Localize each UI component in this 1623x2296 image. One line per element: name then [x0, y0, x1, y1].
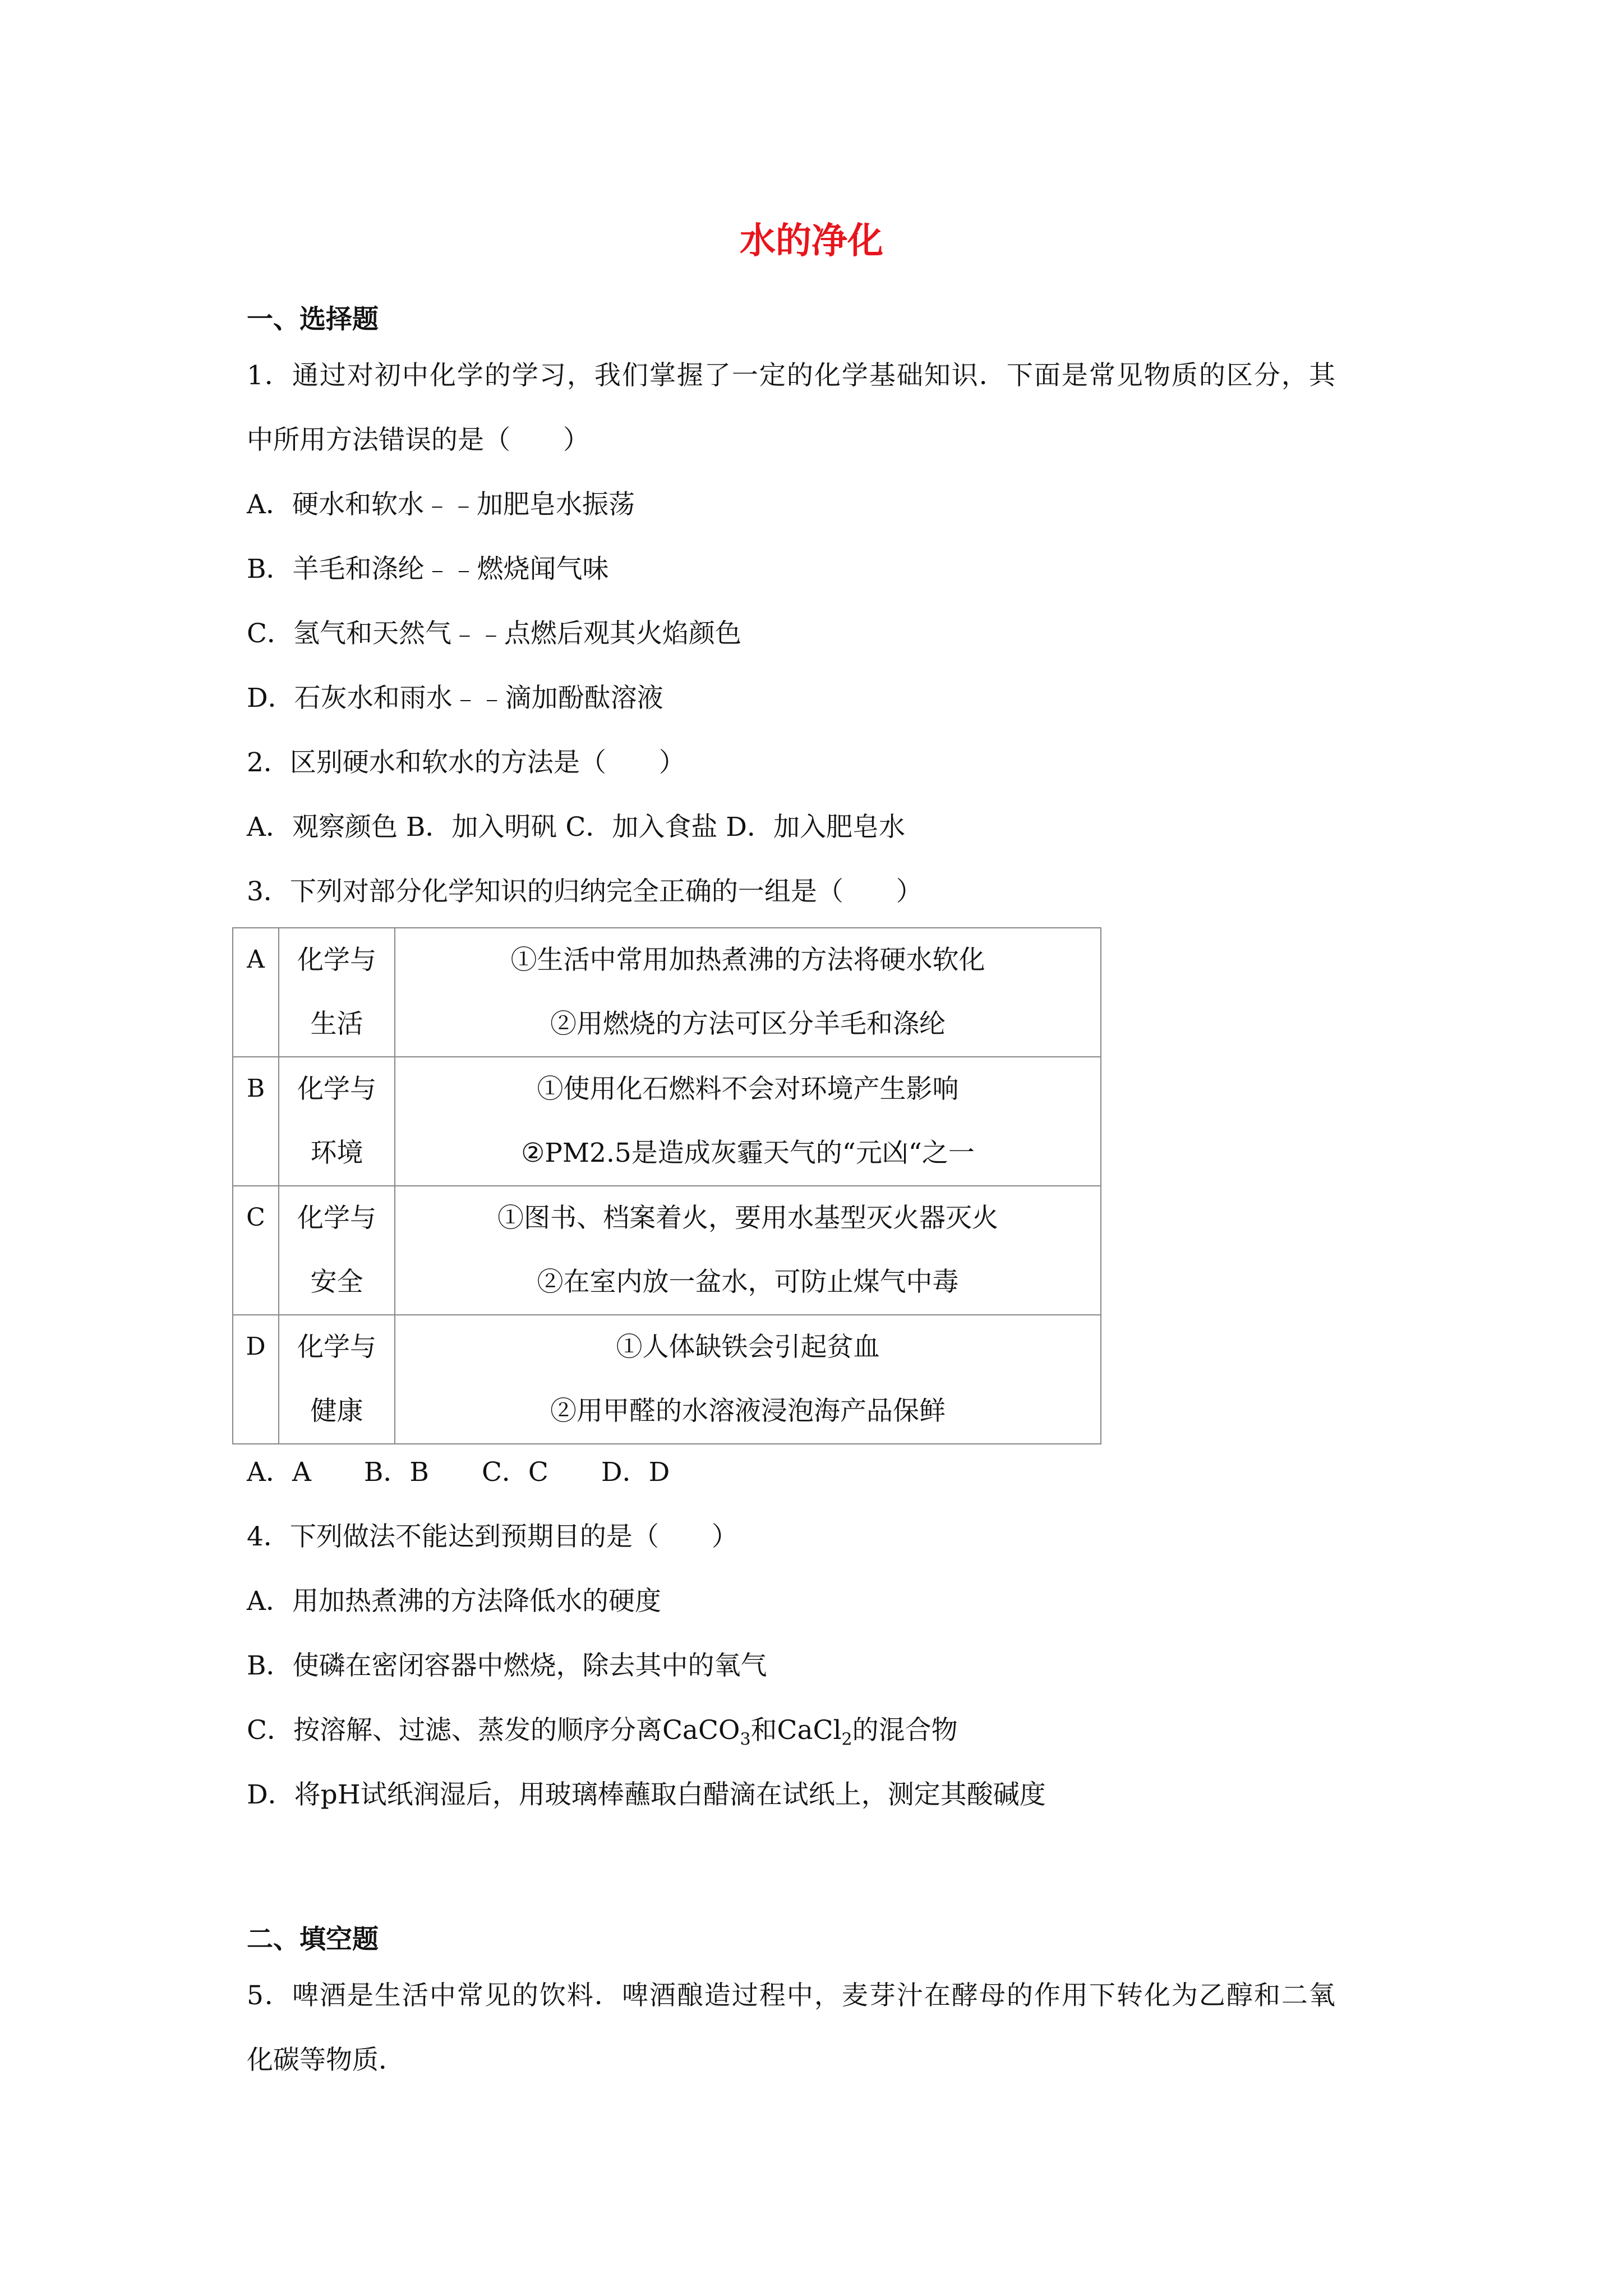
row-letter: B — [233, 1057, 279, 1186]
row-letter: A — [233, 928, 279, 1057]
row-category: 化学与 生活 — [279, 928, 395, 1057]
question-4-option-c: C．按溶解、过滤、蒸发的顺序分离CaCO$_3$和CaCl$_2$的混合物 — [247, 1715, 958, 1750]
question-1-stem: 1．通过对初中化学的学习，我们掌握了一定的化学基础知识．下面是常见物质的区分，其 — [247, 360, 1336, 391]
knowledge-table — [232, 927, 1101, 1444]
row-letter: D — [233, 1315, 279, 1444]
row-items: ①生活中常用加热煮沸的方法将硬水软化 ②用燃烧的方法可区分羊毛和涤纶 — [395, 928, 1101, 1057]
table-row — [233, 928, 1101, 1057]
question-4-option-d: D．将pH试纸润湿后，用玻璃棒蘸取白醋滴在试纸上，测定其酸碱度 — [247, 1779, 1046, 1810]
row-category: 化学与 健康 — [279, 1315, 395, 1444]
question-5-stem: 5．啤酒是生活中常见的饮料．啤酒酿造过程中，麦芽汁在酵母的作用下转化为乙醇和二氧 — [247, 1980, 1336, 2011]
row-letter: C — [233, 1186, 279, 1315]
question-4-stem: 4．下列做法不能达到预期目的是（ ） — [247, 1521, 738, 1552]
question-5-stem-cont: 化碳等物质． — [247, 2045, 405, 2076]
row-category: 化学与 环境 — [279, 1057, 395, 1186]
question-1-option-c: C．氢气和天然气﹣﹣点燃后观其火焰颜色 — [247, 618, 741, 649]
table-row — [233, 1057, 1101, 1186]
question-2-options: A．观察颜色 B．加入明矾 C．加入食盐 D．加入肥皂水 — [247, 812, 905, 843]
question-3-stem: 3．下列对部分化学知识的归纳完全正确的一组是（ ） — [247, 876, 923, 907]
table-row — [233, 1315, 1101, 1444]
row-items: ①使用化石燃料不会对环境产生影响 ②PM2.5是造成灰霾天气的“元凶“之一 — [395, 1057, 1101, 1186]
table-row — [233, 1186, 1101, 1315]
question-2-stem: 2．区别硬水和软水的方法是（ ） — [247, 747, 685, 778]
row-items: ①图书、档案着火，要用水基型灭火器灭火 ②在室内放一盆水，可防止煤气中毒 — [395, 1186, 1101, 1315]
question-3-options: A．A B．B C．C D．D — [247, 1457, 670, 1488]
page-title: 水的净化 — [740, 220, 883, 262]
section-heading-choice: 一、选择题 — [247, 304, 379, 335]
question-4-option-a: A．用加热煮沸的方法降低水的硬度 — [247, 1586, 661, 1617]
question-4-option-b: B．使磷在密闭容器中燃烧，除去其中的氧气 — [247, 1650, 767, 1681]
section-heading-fill: 二、填空题 — [247, 1924, 379, 1955]
question-1-option-d: D．石灰水和雨水﹣﹣滴加酚酞溶液 — [247, 683, 663, 714]
row-category: 化学与 安全 — [279, 1186, 395, 1315]
row-items: ①人体缺铁会引起贫血 ②用甲醛的水溶液浸泡海产品保鲜 — [395, 1315, 1101, 1444]
question-1-option-b: B．羊毛和涤纶﹣﹣燃烧闻气味 — [247, 554, 609, 585]
question-1-stem-cont: 中所用方法错误的是（ ） — [247, 425, 589, 455]
question-1-option-a: A．硬水和软水﹣﹣加肥皂水振荡 — [247, 489, 635, 520]
